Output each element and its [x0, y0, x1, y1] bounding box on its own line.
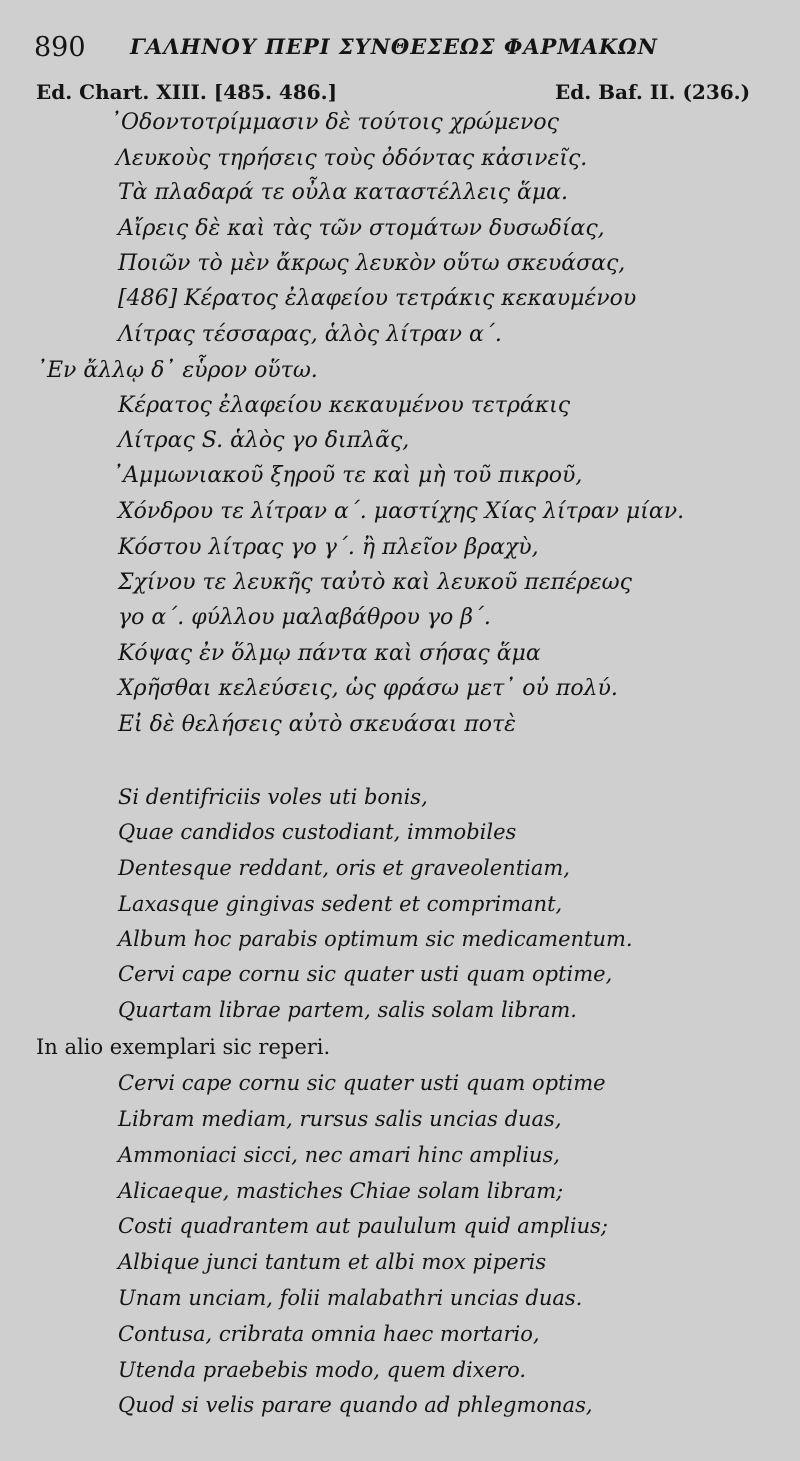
greek-verse-line: Αἴρεις δὲ καὶ τὰς τῶν στομάτων δυσωδίας,	[118, 216, 605, 241]
latin-verse-line: Quod si velis parare quando ad phlegmonas,	[118, 1393, 593, 1417]
latin-verse-line: Unam unciam, folii malabathri uncias duas.	[118, 1286, 583, 1310]
running-title: ΓΑΛΗΝΟΥ ΠΕΡΙ ΣΥΝΘΕΣΕΩΣ ΦΑΡΜΑΚΩΝ	[130, 34, 658, 59]
latin-verse-line: Quartam librae partem, salis solam libram.	[118, 998, 577, 1022]
greek-verse-line: γο α΄. φύλλου μαλαβάθρου γο β΄.	[118, 605, 491, 630]
greek-verse-line: Λίτρας τέσσαρας, ἁλὸς λίτραν α΄.	[118, 322, 502, 347]
edition-reference-left: Ed. Chart. XIII. [485. 486.]	[36, 80, 338, 104]
greek-verse-line: Χρῆσθαι κελεύσεις, ὡς φράσω μετ᾿ οὐ πολύ.	[118, 676, 618, 701]
latin-verse-line: Ammoniaci sicci, nec amari hinc amplius,	[118, 1143, 560, 1167]
page-number: 890	[34, 32, 86, 63]
greek-verse-line: Κόψας ἐν ὅλμῳ πάντα καὶ σήσας ἅμα	[118, 641, 541, 666]
greek-verse-line: ᾿Αμμωνιακοῦ ξηροῦ τε καὶ μὴ τοῦ πικροῦ,	[112, 463, 583, 488]
latin-verse-line: Costi quadrantem aut paululum quid amplius;	[118, 1214, 608, 1238]
latin-verse-line: Utenda praebebis modo, quem dixero.	[118, 1358, 527, 1382]
greek-verse-line: Κέρατος ἐλαφείου κεκαυμένου τετράκις	[118, 393, 571, 418]
greek-verse-line: ᾿Οδοντοτρίμμασιν δὲ τούτοις χρώμενος	[110, 110, 559, 135]
greek-verse-line: Χόνδρου τε λίτραν α΄. μαστίχης Χίας λίτραν μίαν.	[118, 499, 685, 524]
greek-verse-line: Τὰ πλαδαρά τε οὖλα καταστέλλεις ἅμα.	[118, 180, 568, 205]
latin-verse-line: Libram mediam, rursus salis uncias duas,	[118, 1107, 562, 1131]
latin-verse-line: Cervi cape cornu sic quater usti quam optime	[118, 1071, 606, 1095]
latin-verse-line: Albique junci tantum et albi mox piperis	[118, 1250, 547, 1274]
latin-verse-line: Quae candidos custodiant, immobiles	[118, 820, 517, 844]
latin-verse-line: Alicaeque, mastiches Chiae solam libram;	[118, 1179, 564, 1203]
greek-verse-line: Εἰ δὲ θελήσεις αὐτὸ σκευάσαι ποτὲ	[118, 712, 516, 737]
greek-verse-line: Κόστου λίτρας γο γ΄. ἢ πλεῖον βραχὺ,	[118, 535, 539, 560]
edition-reference-right: Ed. Baf. II. (236.)	[555, 80, 751, 104]
latin-verse-line: Laxasque gingivas sedent et comprimant,	[118, 892, 563, 916]
latin-verse-line: Si dentifriciis voles uti bonis,	[118, 785, 428, 809]
latin-verse-line: Album hoc parabis optimum sic medicamentum.	[118, 927, 633, 951]
latin-verse-line: Cervi cape cornu sic quater usti quam optime,	[118, 962, 613, 986]
latin-verse-line: Dentesque reddant, oris et graveolentiam,	[118, 856, 570, 880]
greek-verse-line: Σχίνου τε λευκῆς ταὐτὸ καὶ λευκοῦ πεπέρεως	[118, 570, 632, 595]
latin-prose-line: In alio exemplari sic reperi.	[36, 1035, 331, 1059]
greek-verse-line: [486] Κέρατος ἐλαφείου τετράκις κεκαυμένου	[118, 286, 637, 311]
greek-prose-line: ᾿Εν ἄλλῳ δ᾿ εὗρον οὕτω.	[36, 358, 318, 383]
latin-verse-line: Contusa, cribrata omnia haec mortario,	[118, 1322, 540, 1346]
greek-verse-line: Λευκοὺς τηρήσεις τοὺς ὀδόντας κἀσινεῖς.	[116, 146, 588, 171]
greek-verse-line: Ποιῶν τὸ μὲν ἄκρως λευκὸν οὕτω σκευάσας,	[118, 251, 626, 276]
greek-verse-line: Λίτρας S. ἁλὸς γο διπλᾶς,	[118, 428, 410, 453]
